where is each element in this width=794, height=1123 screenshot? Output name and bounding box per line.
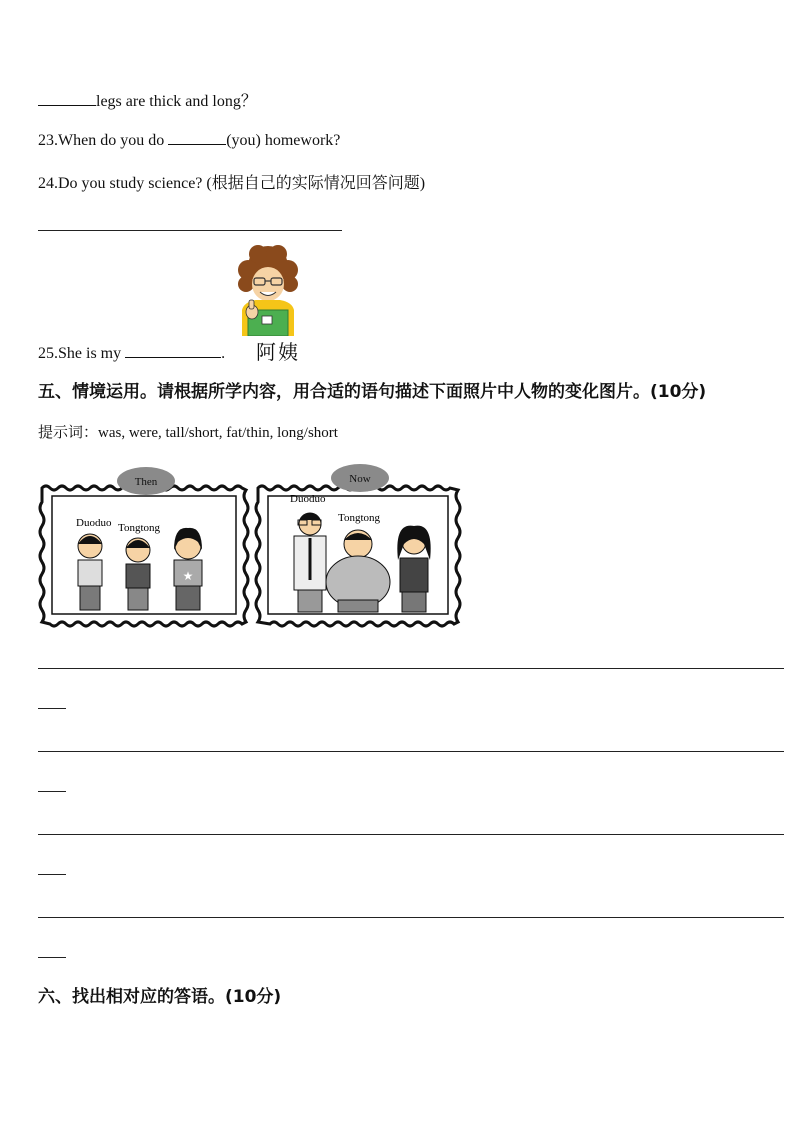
answer-line[interactable] <box>38 834 784 835</box>
answer-line-tail <box>38 791 66 792</box>
hint-words: 提示词：was, were, tall/short, fat/thin, long/short <box>38 425 338 441</box>
aunt-picture <box>232 244 304 336</box>
question-25 <box>38 343 225 363</box>
question-23-text: 23.When do you do <box>38 132 169 149</box>
answer-line[interactable] <box>38 230 342 231</box>
section-6-title: 六、找出相对应的答语。(10分) <box>38 987 282 1007</box>
name-tongtong: Tongtong <box>338 512 381 524</box>
answer-blank[interactable] <box>38 91 96 106</box>
aunt-label: 阿姨 <box>256 340 300 364</box>
question-24: 24.Do you study science? (根据自己的实际情况回答问题) <box>38 175 426 192</box>
question-23-suffix: (you) homework? <box>226 132 341 149</box>
answer-line[interactable] <box>38 668 784 669</box>
svg-text:★: ★ <box>182 569 194 583</box>
name-tongtong: Tongtong <box>118 522 161 534</box>
answer-line-tail <box>38 874 66 875</box>
question-25-text: 25.She is my <box>38 345 126 362</box>
question-22 <box>38 88 257 111</box>
now-photo <box>254 460 462 628</box>
question-23 <box>38 130 340 150</box>
answer-line[interactable] <box>38 751 784 752</box>
now-label: Now <box>349 473 371 485</box>
answer-line-tail <box>38 708 66 709</box>
name-duoduo: Duoduo <box>76 517 112 529</box>
answer-blank[interactable] <box>168 130 226 145</box>
question-22-text: legs are thick and long？ <box>96 93 257 110</box>
question-25-period: . <box>221 345 226 362</box>
section-5-title: 五、情境运用。请根据所学内容，用合适的语句描述下面照片中人物的变化图片。(10分) <box>38 382 707 402</box>
answer-blank[interactable] <box>125 343 221 358</box>
answer-line-tail <box>38 957 66 958</box>
answer-line[interactable] <box>38 917 784 918</box>
then-photo <box>38 460 250 628</box>
name-duoduo: Duoduo <box>290 493 326 505</box>
then-label: Then <box>134 476 158 488</box>
